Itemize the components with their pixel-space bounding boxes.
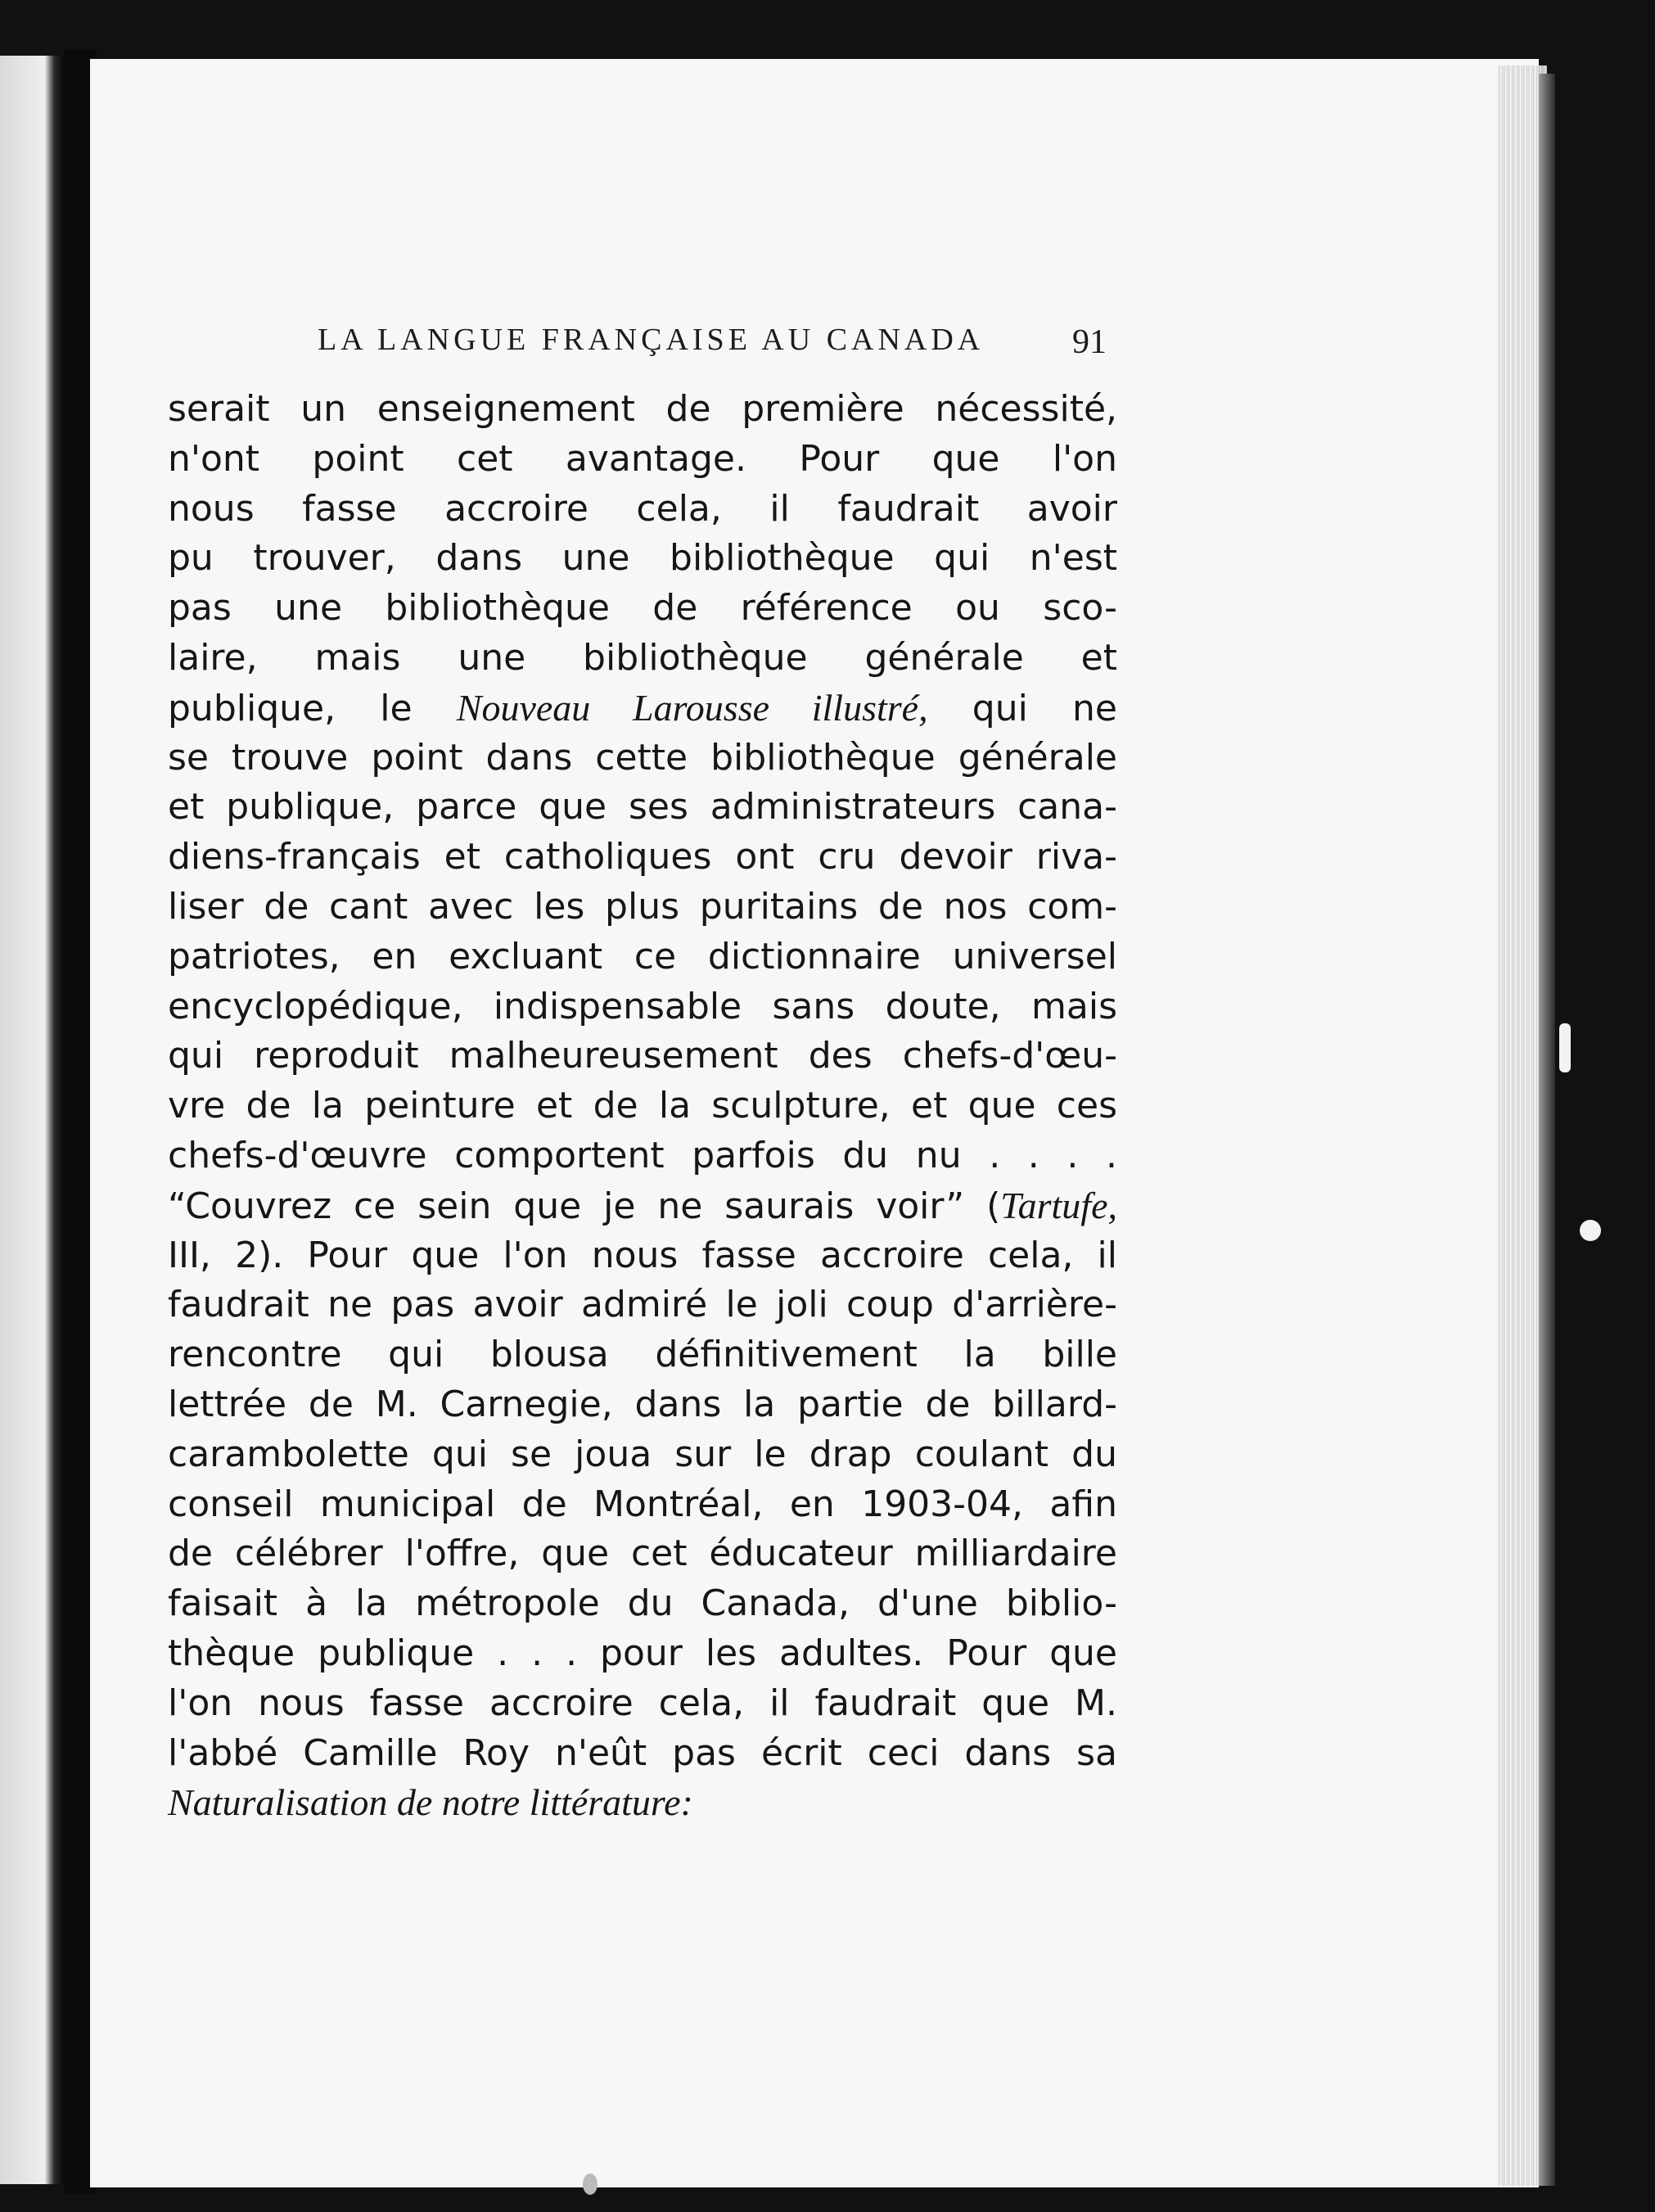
scan-speck bbox=[583, 2174, 598, 2195]
text-line bbox=[168, 435, 1117, 485]
text-run: l'on nous fasse accroire cela, il faudrait que M. bbox=[168, 1682, 1117, 1724]
text-run: conseil municipal de Montréal, en 1903-04, afin bbox=[168, 1483, 1117, 1525]
text-run: nous fasse accroire cela, il faudrait avoir bbox=[168, 487, 1117, 530]
text-run: vre de la peinture et de la sculpture, et que ces bbox=[168, 1085, 1117, 1127]
running-head: LA LANGUE FRANÇAISE AU CANADA bbox=[318, 323, 985, 357]
scan-speck bbox=[1580, 1220, 1601, 1241]
text-run: faudrait ne pas avoir admiré le joli coup d'arrière- bbox=[168, 1284, 1117, 1326]
text-line bbox=[168, 1181, 1117, 1231]
text-line bbox=[168, 634, 1117, 684]
text-run: liser de cant avec les plus puritains de nos com- bbox=[168, 885, 1117, 928]
text-line bbox=[168, 1529, 1117, 1579]
italic-title: Nouveau Larousse illustré, bbox=[456, 686, 928, 729]
body-text bbox=[168, 385, 1117, 1828]
text-line bbox=[168, 1330, 1117, 1380]
text-run: pas une bibliothèque de référence ou sco- bbox=[168, 587, 1117, 630]
text-run: “Couvrez ce sein que je ne saurais voir” ( bbox=[168, 1185, 1001, 1227]
text-line bbox=[168, 982, 1117, 1032]
text-line bbox=[168, 1729, 1117, 1779]
text-line bbox=[168, 1081, 1117, 1131]
italic-title: Tartufe, bbox=[1000, 1184, 1117, 1226]
text-run: l'abbé Camille Roy n'eût pas écrit ceci dans sa bbox=[168, 1731, 1117, 1774]
text-line bbox=[168, 1629, 1117, 1679]
text-run: diens-français et catholiques ont cru devoir riva- bbox=[168, 836, 1117, 878]
text-line bbox=[168, 1280, 1117, 1330]
text-run: chefs-d'œuvre comportent parfois du nu . . . . bbox=[168, 1134, 1117, 1176]
text-run: qui ne bbox=[927, 687, 1117, 729]
text-run: rencontre qui blousa définitivement la bille bbox=[168, 1334, 1117, 1376]
text-line bbox=[168, 385, 1117, 435]
text-run: III, 2). Pour que l'on nous fasse accroire cela, il bbox=[168, 1234, 1117, 1276]
text-run: carambolette qui se joua sur le drap coulant du bbox=[168, 1433, 1117, 1475]
text-line bbox=[168, 932, 1117, 982]
text-line bbox=[168, 1032, 1117, 1081]
facing-page-edge bbox=[0, 56, 64, 2184]
text-run: faisait à la métropole du Canada, d'une biblio- bbox=[168, 1582, 1117, 1625]
text-line bbox=[168, 833, 1117, 883]
text-line bbox=[168, 1380, 1117, 1430]
text-line bbox=[168, 1679, 1117, 1729]
text-line bbox=[168, 734, 1117, 783]
text-line bbox=[168, 684, 1117, 734]
page-number: 91 bbox=[1072, 323, 1107, 361]
page-stack-shadow bbox=[1539, 74, 1555, 2186]
text-run: se trouve point dans cette bibliothèque générale bbox=[168, 736, 1117, 779]
text-run: laire, mais une bibliothèque générale et bbox=[168, 636, 1117, 679]
text-run: thèque publique . . . pour les adultes. Pour que bbox=[168, 1632, 1117, 1674]
text-line bbox=[168, 883, 1117, 932]
text-line bbox=[168, 1430, 1117, 1480]
text-run: qui reproduit malheureusement des chefs-d'œu- bbox=[168, 1035, 1117, 1077]
text-run: serait un enseignement de première nécessité, bbox=[168, 388, 1117, 430]
text-run: de célébrer l'offre, que cet éducateur milliardaire bbox=[168, 1533, 1117, 1575]
text-run: encyclopédique, indispensable sans doute, mais bbox=[168, 985, 1117, 1027]
text-run: publique, le bbox=[168, 687, 457, 729]
text-line bbox=[168, 534, 1117, 584]
text-line bbox=[168, 1579, 1117, 1629]
text-line bbox=[168, 1480, 1117, 1530]
text-run: lettrée de M. Carnegie, dans la partie de billard- bbox=[168, 1383, 1117, 1425]
text-line bbox=[168, 1231, 1117, 1281]
text-line bbox=[168, 1131, 1117, 1181]
text-line bbox=[168, 783, 1117, 833]
text-run: patriotes, en excluant ce dictionnaire universel bbox=[168, 935, 1117, 977]
scan-speck bbox=[1559, 1023, 1571, 1072]
text-run: et publique, parce que ses administrateurs cana- bbox=[168, 786, 1117, 828]
text-run: pu trouver, dans une bibliothèque qui n'est bbox=[168, 537, 1117, 580]
text-line bbox=[168, 485, 1117, 535]
text-line bbox=[168, 1778, 1117, 1828]
text-run: n'ont point cet avantage. Pour que l'on bbox=[168, 437, 1117, 480]
text-line bbox=[168, 584, 1117, 634]
italic-title: Naturalisation de notre littérature: bbox=[168, 1781, 693, 1824]
